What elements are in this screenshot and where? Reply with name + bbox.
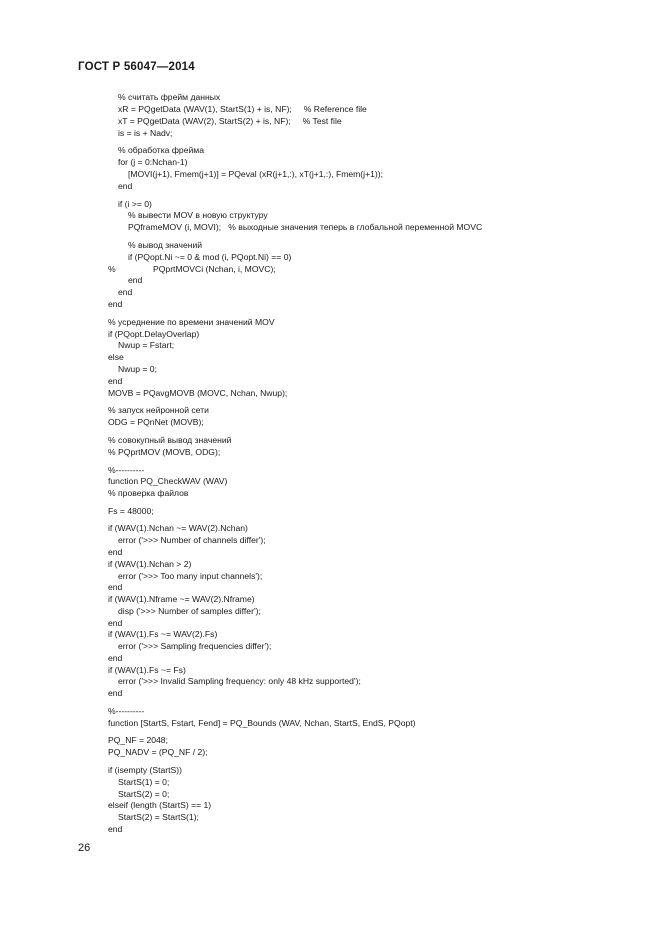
code-line: error ('>>> Sampling frequencies differ'); [118, 641, 272, 651]
code-line: is = is + Nadv; [118, 128, 173, 138]
code-line: Fs = 48000; [108, 506, 154, 516]
code-line: StartS(1) = 0; [118, 777, 170, 787]
code-line: % PQprtMOV (MOVB, ODG); [108, 447, 221, 457]
code-line: % считать фрейм данных [118, 92, 221, 102]
code-line: end [108, 547, 123, 557]
code-line: end [118, 181, 133, 191]
code-line: disp ('>>> Number of samples differ'); [118, 606, 261, 616]
code-line: if (i >= 0) [118, 199, 152, 209]
code-line: if (PQopt.Ni ~= 0 & mod (i, PQopt.Ni) == 0) [128, 252, 292, 262]
code-line: end [108, 582, 123, 592]
code-line: function [StartS, Fstart, Fend] = PQ_Bounds (WAV, Nchan, StartS, EndS, PQopt) [108, 718, 416, 728]
code-line: PQprtMOVCi (Nchan, i, MOVC); [153, 264, 276, 274]
code-line: % вывести MOV в новую структуру [128, 210, 268, 220]
code-line: % обработка фрейма [118, 145, 204, 155]
code-line: ODG = PQnNet (MOVB); [108, 417, 204, 427]
code-line: PQ_NADV = (PQ_NF / 2); [108, 747, 208, 757]
code-line: elseif (length (StartS) == 1) [108, 800, 212, 810]
code-line: error ('>>> Invalid Sampling frequency: only 48 kHz supported'); [118, 676, 361, 686]
code-line: if (isempty (StartS)) [108, 765, 183, 775]
code-line: % запуск нейронной сети [108, 405, 209, 415]
code-line: % усреднение по времени значений MOV [108, 317, 275, 327]
code-line: PQ_NF = 2048; [108, 735, 168, 745]
code-line: if (WAV(1).Nchan > 2) [108, 559, 192, 569]
code-line: Nwup = 0; [118, 364, 157, 374]
code-line: % [108, 264, 116, 274]
code-line: xR = PQgetData (WAV(1), StartS(1) + is, NF); % Reference file [118, 104, 367, 114]
code-line: [MOVI(j+1), Fmem(j+1)] = PQeval (xR(j+1,:), xT(j+1,:), Fmem(j+1)); [128, 169, 383, 179]
code-line: StartS(2) = 0; [118, 789, 170, 799]
code-line: StartS(2) = StartS(1); [118, 812, 199, 822]
code-line: for (j = 0:Nchan-1) [118, 157, 188, 167]
code-line: if (WAV(1).Nchan ~= WAV(2).Nchan) [108, 523, 248, 533]
code-line: Nwup = Fstart; [118, 340, 175, 350]
code-line: if (WAV(1).Fs ~= WAV(2).Fs) [108, 629, 218, 639]
code-line: % проверка файлов [108, 488, 189, 498]
code-line: end [108, 688, 123, 698]
code-line: end [108, 376, 123, 386]
code-line: % совокупный вывод значений [108, 435, 232, 445]
code-line: end [118, 287, 133, 297]
code-line: end [108, 299, 123, 309]
code-line: % вывод значений [128, 240, 203, 250]
code-line: xT = PQgetData (WAV(2), StartS(2) + is, NF); % Test file [118, 116, 342, 126]
code-line: if (WAV(1).Fs ~= Fs) [108, 665, 186, 675]
code-line: function PQ_CheckWAV (WAV) [108, 476, 228, 486]
code-line: PQframeMOV (i, MOVI); % выходные значения теперь в глобальной переменной MOVC [128, 222, 483, 232]
code-line: end [108, 824, 123, 834]
code-line: error ('>>> Too many input channels'); [118, 571, 263, 581]
code-line: end [108, 618, 123, 628]
page-header-standard: ГОСТ Р 56047—2014 [78, 61, 195, 73]
code-line: else [108, 352, 124, 362]
page-number: 26 [78, 842, 91, 854]
code-line: end [108, 653, 123, 663]
code-line: error ('>>> Number of channels differ'); [118, 535, 266, 545]
code-line: end [128, 275, 143, 285]
code-line: if (PQopt.DelayOverlap) [108, 329, 200, 339]
code-line: %---------- [108, 465, 145, 475]
code-line: if (WAV(1).Nframe ~= WAV(2).Nframe) [108, 594, 255, 604]
code-line: %---------- [108, 706, 145, 716]
code-line: MOVB = PQavgMOVB (MOVC, Nchan, Nwup); [108, 388, 288, 398]
